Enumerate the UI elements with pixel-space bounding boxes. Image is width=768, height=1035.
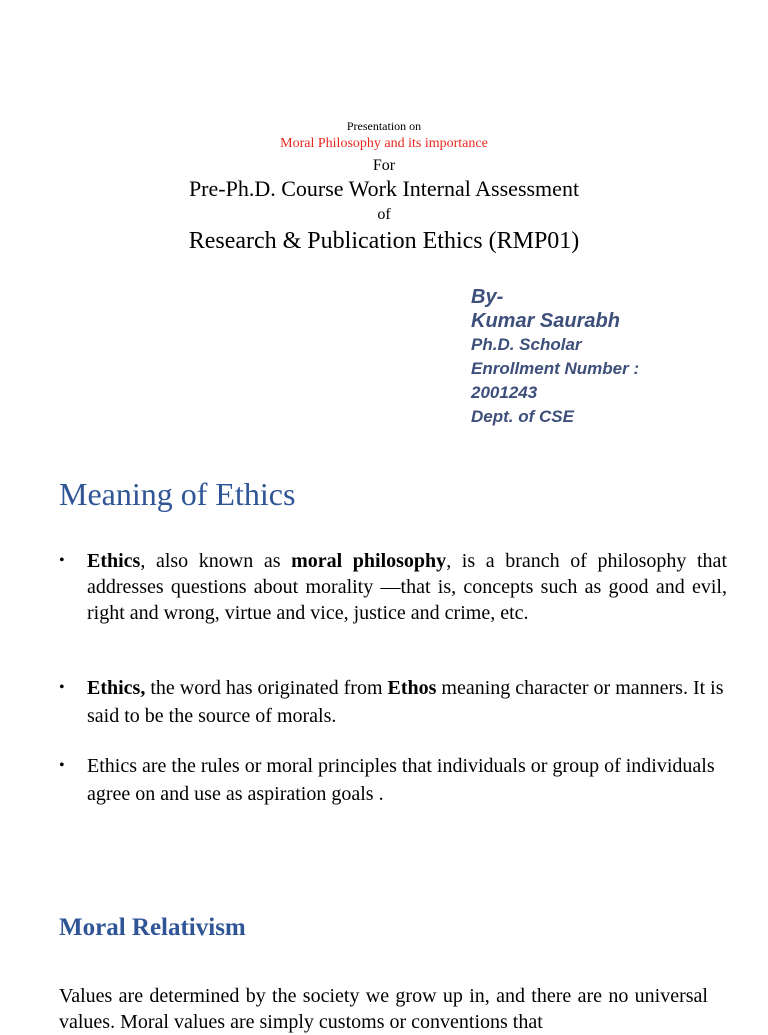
term-ethics: Ethics	[87, 550, 141, 572]
bullet-text: Ethics are the rules or moral principles that individuals or group of individuals agree on and use as aspiration goals .	[87, 755, 715, 805]
course-title: Pre-Ph.D. Course Work Internal Assessment	[188, 176, 580, 201]
bullet-dot: •	[59, 552, 65, 569]
enrollment-number: 2001243	[471, 383, 538, 402]
bullet-dot: •	[59, 757, 65, 774]
bullet-text: , also known as	[140, 550, 292, 572]
subject-title: Research & Publication Ethics (RMP01)	[188, 228, 580, 254]
bullet-text: meaning character or manners. It is said to be the source of morals.	[87, 677, 724, 727]
bullet-text: the word has originated from	[145, 677, 388, 699]
list-item	[59, 752, 727, 808]
list-item	[59, 548, 727, 626]
ethics-bullet-list	[59, 548, 727, 808]
list-item	[59, 674, 727, 730]
for-label: For	[372, 157, 396, 174]
presentation-on-label: Presentation on	[346, 119, 422, 133]
section-heading-moral-relativism: Moral Relativism	[59, 914, 246, 941]
of-label: of	[377, 206, 391, 223]
author-name: Kumar Saurabh	[471, 310, 620, 332]
presentation-topic: Moral Philosophy and its importance	[280, 136, 488, 151]
author-by: By-	[471, 286, 504, 308]
term-ethos: Ethos	[387, 677, 437, 699]
term-moral-philosophy: moral philosophy	[291, 550, 447, 572]
author-dept: Dept. of CSE	[471, 407, 574, 426]
section-heading-meaning-of-ethics: Meaning of Ethics	[59, 476, 296, 512]
term-ethics: Ethics,	[87, 677, 146, 699]
author-block	[471, 285, 639, 429]
author-role: Ph.D. Scholar	[471, 335, 582, 354]
moral-relativism-paragraph: Values are determined by the society we grow up in, and there are no universal values. Moral values are simply customs or conventions that	[59, 985, 708, 1033]
bullet-dot: •	[59, 679, 65, 696]
enrollment-label: Enrollment Number :	[471, 359, 640, 378]
bullet-text: , is a branch of philosophy that addresses questions about morality —that is, concepts such as good and evil, right and wrong, virtue and vice, justice and crime, etc.	[87, 550, 727, 624]
